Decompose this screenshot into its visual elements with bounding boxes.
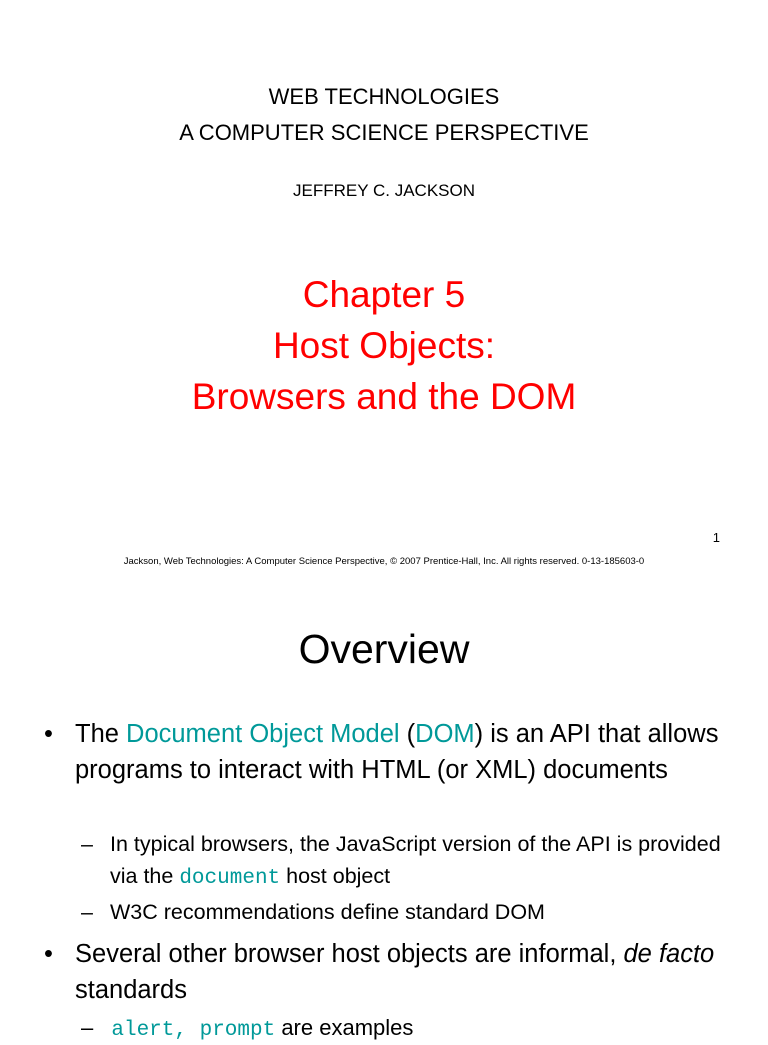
page-number: 1 (712, 530, 720, 545)
bullet-icon: • (44, 940, 53, 968)
text-segment: standards (75, 976, 187, 1004)
dom-term-link: Document Object Model (126, 720, 400, 748)
dash-icon: – (81, 1015, 94, 1040)
text-segment: ( (399, 720, 416, 748)
copyright-footer: Jackson, Web Technologies: A Computer Science Perspective, © 2007 Prentice-Hall, Inc. All rights reserved. 0-13-185603-0 (123, 556, 645, 567)
bullet-text (75, 936, 725, 1008)
overview-slide (0, 590, 768, 1042)
dash-icon: – (81, 900, 93, 924)
author-name: JEFFREY C. JACKSON (293, 181, 475, 200)
text-segment: In typical browsers, the JavaScript version of the API is provided via the (110, 832, 721, 888)
bullet-icon: • (44, 720, 53, 748)
bullet-text (75, 716, 725, 788)
text-segment: are examples (275, 1015, 414, 1040)
chapter-title-line2: Browsers and the DOM (191, 376, 577, 417)
italic-term: de facto (623, 940, 715, 968)
sub-bullet-text (110, 828, 730, 895)
text-segment: Several other browser host objects are informal, (75, 940, 624, 968)
chapter-number: Chapter 5 (302, 274, 466, 315)
sub-bullet-text: W3C recommendations define standard DOM (110, 900, 545, 924)
text-segment: The (75, 720, 127, 748)
slide-title: Overview (298, 626, 470, 672)
chapter-title-line1: Host Objects: (272, 325, 496, 366)
dom-abbr-link: DOM (415, 720, 475, 748)
dash-icon: – (81, 832, 93, 856)
text-segment: host object (280, 864, 391, 888)
sub-bullet-examples (81, 1014, 721, 1045)
text-segment: ) is an API that allows programs to interact with HTML (or XML) documents (75, 720, 719, 784)
book-title-line2: A COMPUTER SCIENCE PERSPECTIVE (179, 120, 589, 145)
book-title-line1: WEB TECHNOLOGIES (268, 84, 500, 109)
document-code: document (179, 867, 281, 890)
examples-code: alert, prompt (111, 1019, 276, 1042)
